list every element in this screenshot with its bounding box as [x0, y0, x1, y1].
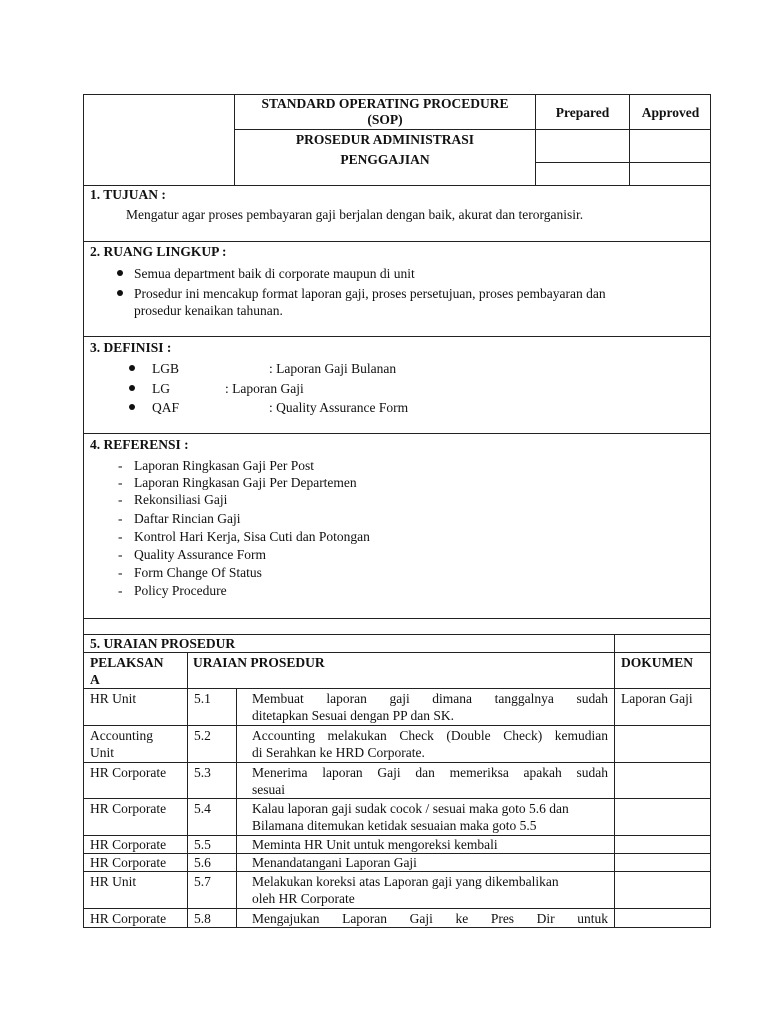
cell-desc: Accounting melakukan Check (Double Check) kemudian: [252, 728, 608, 743]
dash-icon: -: [118, 492, 123, 507]
definisi-term: QAF: [152, 400, 180, 415]
cell-desc: Mengajukan Laporan Gaji ke Pres Dir untuk: [252, 911, 608, 926]
cell-no: 5.3: [194, 765, 211, 780]
sop-title: STANDARD OPERATING PROCEDURE: [261, 96, 509, 111]
referensi-item: Policy Procedure: [134, 583, 227, 598]
cell-no: 5.4: [194, 801, 211, 816]
ruang-lingkup-heading: 2. RUANG LINGKUP :: [90, 244, 227, 259]
section-spacer: [83, 618, 711, 635]
ruang-lingkup-item: Prosedur ini mencakup format laporan gaji, proses persetujuan, proses pembayaran dan: [134, 286, 606, 301]
definisi-def: : Quality Assurance Form: [269, 400, 409, 415]
cell-actor: Accounting: [90, 728, 153, 743]
dash-icon: -: [118, 475, 123, 490]
ruang-lingkup-item: Semua department baik di corporate maupun di unit: [134, 266, 415, 281]
cell-no: 5.8: [194, 911, 211, 926]
col-header-dokumen: DOKUMEN: [621, 655, 693, 670]
row-line: [83, 798, 711, 799]
cell-no: 5.2: [194, 728, 211, 743]
cell-desc: Meminta HR Unit untuk mengoreksi kembali: [252, 837, 498, 852]
col-header-pelaksana-cont: A: [90, 672, 100, 687]
approved-label: Approved: [641, 105, 700, 120]
definisi-heading: 3. DEFINISI :: [90, 340, 172, 355]
cell-desc-cont: ditetapkan Sesuai dengan PP dan SK.: [252, 708, 454, 723]
cell-desc-cont: oleh HR Corporate: [252, 891, 355, 906]
tujuan-heading: 1. TUJUAN :: [90, 187, 166, 202]
bullet-icon: [129, 385, 135, 391]
dash-icon: -: [118, 458, 123, 473]
cell-actor-cont: Unit: [90, 745, 115, 760]
row-line: [83, 762, 711, 763]
procedure-title-line2: PENGGAJIAN: [340, 152, 430, 167]
referensi-item: Daftar Rincian Gaji: [134, 511, 241, 526]
dash-icon: -: [118, 583, 123, 598]
dash-icon: -: [118, 529, 123, 544]
cell-desc-cont: sesuai: [252, 782, 285, 797]
cell-actor: HR Corporate: [90, 801, 167, 816]
definisi-def: : Laporan Gaji Bulanan: [269, 361, 397, 376]
cell-no: 5.6: [194, 855, 211, 870]
col-line-no: [236, 688, 237, 928]
referensi-item: Laporan Ringkasan Gaji Per Departemen: [134, 475, 357, 490]
cell-actor: HR Corporate: [90, 855, 167, 870]
cell-desc: Menandatangani Laporan Gaji: [252, 855, 417, 870]
cell-desc-cont: Bilamana ditemukan ketidak sesuaian maka goto 5.5: [252, 818, 537, 833]
definisi-term: LGB: [152, 361, 179, 376]
cell-no: 5.7: [194, 874, 211, 889]
cell-desc: Membuat laporan gaji dimana tanggalnya sudah: [252, 691, 608, 706]
referensi-item: Form Change Of Status: [134, 565, 262, 580]
dash-icon: -: [118, 547, 123, 562]
dash-icon: -: [118, 511, 123, 526]
bullet-icon: [117, 290, 123, 296]
referensi-item: Kontrol Hari Kerja, Sisa Cuti dan Potongan: [134, 529, 370, 544]
uraian-heading: 5. URAIAN PROSEDUR: [90, 636, 236, 651]
tujuan-text: Mengatur agar proses pembayaran gaji berjalan dengan baik, akurat dan terorganisir.: [126, 207, 584, 222]
row-line: [83, 688, 711, 689]
row-line: [83, 871, 711, 872]
cell-desc: Menerima laporan Gaji dan memeriksa apakah sudah: [252, 765, 608, 780]
referensi-item: Quality Assurance Form: [134, 547, 266, 562]
cell-actor: HR Corporate: [90, 837, 167, 852]
prepared-label: Prepared: [555, 105, 610, 120]
row-line: [83, 652, 711, 653]
definisi-def: : Laporan Gaji: [225, 381, 304, 396]
cell-actor: HR Unit: [90, 874, 137, 889]
cell-no: 5.1: [194, 691, 211, 706]
row-line: [83, 908, 711, 909]
cell-no: 5.5: [194, 837, 211, 852]
definisi-term: LG: [152, 381, 170, 396]
section-definisi: [83, 336, 711, 434]
bullet-icon: [129, 365, 135, 371]
col-line-actor: [187, 652, 188, 928]
cell-actor: HR Corporate: [90, 765, 167, 780]
ruang-lingkup-item-cont: prosedur kenaikan tahunan.: [134, 303, 283, 318]
row-line: [83, 725, 711, 726]
referensi-heading: 4. REFERENSI :: [90, 437, 189, 452]
cell-actor: HR Corporate: [90, 911, 167, 926]
referensi-item: Rekonsiliasi Gaji: [134, 492, 228, 507]
col-header-uraian: URAIAN PROSEDUR: [193, 655, 325, 670]
col-header-pelaksana: PELAKSAN: [90, 655, 164, 670]
header-mid-line: [234, 129, 711, 130]
sop-abbr: (SOP): [367, 112, 403, 127]
bullet-icon: [117, 270, 123, 276]
dash-icon: -: [118, 565, 123, 580]
bullet-icon: [129, 404, 135, 410]
cell-desc: Melakukan koreksi atas Laporan gaji yang dikembalikan: [252, 874, 559, 889]
cell-actor: HR Unit: [90, 691, 137, 706]
referensi-item: Laporan Ringkasan Gaji Per Post: [134, 458, 314, 473]
cell-desc: Kalau laporan gaji sudak cocok / sesuai maka goto 5.6 dan: [252, 801, 569, 816]
col-line-doc: [614, 634, 615, 928]
cell-doc: Laporan Gaji: [621, 691, 693, 706]
header-sign-line: [535, 162, 711, 163]
cell-desc-cont: di Serahkan ke HRD Corporate.: [252, 745, 425, 760]
procedure-title-line1: PROSEDUR ADMINISTRASI: [295, 132, 475, 147]
